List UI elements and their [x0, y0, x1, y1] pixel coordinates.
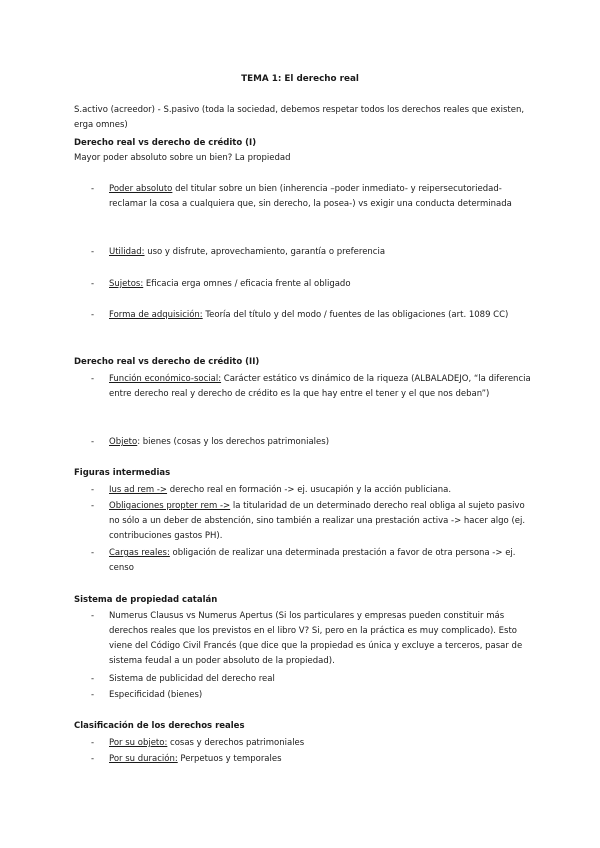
item-text: la titularidad de un determinado derecho real obliga al sujeto pasivo no sólo a un deber de abstención, sino también a realizar una prestación activa -> hacer algo (ej. contribuciones gastos PH).: [109, 501, 526, 541]
item-text: Carácter estático vs dinámico de la riqueza (ALBALADEJO, “la diferencia entre derecho real y derecho de crédito es la que hay entre el tener y el que nos deban”): [109, 374, 531, 399]
bullet-dash: -: [91, 184, 95, 194]
item-label: Función económico-social:: [109, 374, 222, 384]
item-text: Teoría del título y del modo / fuentes de las obligaciones (art. 1089 CC): [202, 310, 509, 320]
bullet-dash: -: [91, 437, 95, 447]
bullet-dash: -: [91, 738, 95, 748]
list-item: [92, 688, 532, 703]
bullet-dash: -: [91, 374, 95, 384]
item-label: Obligaciones propter rem ->: [109, 501, 231, 511]
item-text: obligación de realizar una determinada prestación a favor de otra persona -> ej. censo: [109, 548, 516, 573]
list-item: [92, 277, 532, 292]
bullet-dash: -: [91, 485, 95, 495]
list-item: [92, 672, 532, 687]
item-text: cosas y derechos patrimoniales: [167, 738, 305, 748]
item-text: Eficacia erga omnes / eficacia frente al obligado: [143, 279, 351, 289]
list-item: [92, 182, 532, 212]
item-text: : bienes (cosas y los derechos patrimoniales): [137, 437, 330, 447]
item-text: Numerus Clausus vs Numerus Apertus (Si los particulares y empresas pueden constituir más derechos reales que los previstos en el libro V? Si, pero en la práctica es muy complicado). Esto viene del Código Civil Francés (que dice que la propiedad es única y excluye a terceros, pasar de sistema feudal a un poder absoluto de la propiedad).: [109, 611, 523, 666]
item-text: del titular sobre un bien (inherencia –poder inmediato- y reipersecutoriedad- reclamar la cosa a cualquiera que, sin derecho, la posea-) vs exigir una conducta determinada: [109, 184, 512, 209]
list-item: [92, 435, 532, 450]
bullet-dash: -: [91, 310, 95, 320]
bullet-dash: -: [91, 548, 95, 558]
item-text: Especificidad (bienes): [109, 690, 203, 700]
bullet-dash: -: [91, 674, 95, 684]
bullet-dash: -: [91, 247, 95, 257]
section-heading-sistema-propiedad: Sistema de propiedad catalán: [74, 595, 218, 605]
bullet-dash: -: [91, 501, 95, 511]
section-heading-derecho-real-1: Derecho real vs derecho de crédito (I): [74, 138, 257, 148]
item-text: Perpetuos y temporales: [177, 754, 282, 764]
bullet-dash: -: [91, 690, 95, 700]
list-item: [92, 546, 532, 576]
item-label: Por su objeto:: [109, 738, 168, 748]
list-item: [92, 483, 532, 498]
list-item: [92, 308, 532, 323]
list-item: [92, 609, 532, 669]
list-item: [92, 736, 532, 751]
item-label: Forma de adquisición:: [109, 310, 203, 320]
section-heading-clasificacion: Clasificación de los derechos reales: [74, 721, 245, 731]
list-item: [92, 372, 532, 402]
document-title: TEMA 1: El derecho real: [241, 74, 359, 84]
bullet-dash: -: [91, 754, 95, 764]
list-item: [92, 245, 532, 260]
item-text: uso y disfrute, aprovechamiento, garantía o preferencia: [144, 247, 386, 257]
section-heading-derecho-real-2: Derecho real vs derecho de crédito (II): [74, 357, 260, 367]
list-item: [92, 499, 532, 544]
item-label: Por su duración:: [109, 754, 178, 764]
item-label: Sujetos:: [109, 279, 144, 289]
bullet-dash: -: [91, 611, 95, 621]
item-text: derecho real en formación -> ej. usucapión y la acción publiciana.: [167, 485, 452, 495]
item-label: Objeto: [109, 437, 138, 447]
item-label: Utilidad:: [109, 247, 145, 257]
section-question: Mayor poder absoluto sobre un bien? La propiedad: [74, 153, 291, 163]
item-text: Sistema de publicidad del derecho real: [109, 674, 275, 684]
list-item: [92, 752, 532, 767]
item-label: Poder absoluto: [109, 184, 173, 194]
bullet-dash: -: [91, 279, 95, 289]
item-label: Ius ad rem ->: [109, 485, 168, 495]
section-heading-figuras-intermedias: Figuras intermedias: [74, 468, 171, 478]
item-label: Cargas reales:: [109, 548, 170, 558]
intro-paragraph: S.activo (acreedor) - S.pasivo (toda la sociedad, debemos respetar todos los derechos reales que existen, erga omnes): [74, 105, 525, 130]
